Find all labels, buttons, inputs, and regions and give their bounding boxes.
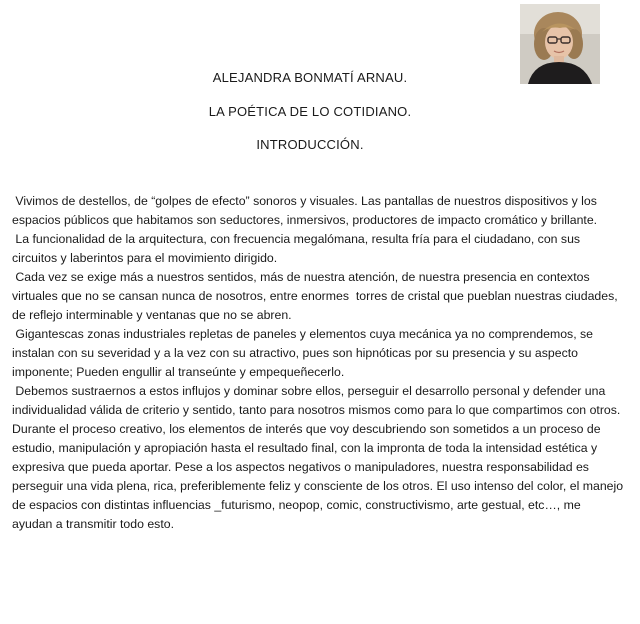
author-name: ALEJANDRA BONMATÍ ARNAU. — [212, 70, 408, 85]
paragraph: Durante el proceso creativo, los elementos de interés que voy descubriendo son sometidos a un proceso de estudio, manipulación y apropiación hasta el resultado final, con la impronta de toda la intensidad estética y expresiva que pueda aportar. Pese a los aspectos negativos o manipuladores, nuestra responsabilidad es perseguir una vida plena, rica, preferiblemente feliz y consciente de los otros. El uso intenso del color, el manejo de espacios con distintas influencias _futurismo, neopop, comic, constructivismo, arte gestual, etc…, me ayudan a transmitir todo esto. — [12, 422, 627, 531]
paragraph: Vivimos de destellos, de “golpes de efecto” sonoros y visuales. Las pantallas de nuestros dispositivos y los espacios públicos que habitamos son seductores, inmersivos, productores de impacto cromático y brillante. — [12, 194, 601, 227]
section-heading: INTRODUCCIÓN. — [256, 137, 364, 152]
paragraph: Cada vez se exige más a nuestros sentidos, más de nuestra atención, de nuestra presencia en contextos virtuales que no se cansan nunca de nosotros, entre enormes torres de cristal que pueblan nuestras ciudades, de reflejo interminable y ventanas que no se abren. — [12, 270, 622, 322]
paragraph: La funcionalidad de la arquitectura, con frecuencia megalómana, resulta fría para el ciudadano, con sus circuitos y laberintos para el movimiento dirigido. — [12, 232, 584, 265]
paragraph: Debemos sustraernos a estos influjos y dominar sobre ellos, perseguir el desarrollo personal y defender una individualidad válida de criterio y sentido, tanto para nosotros mismos como para lo que compartimos con otros. — [12, 384, 621, 417]
introduction-body — [12, 192, 627, 534]
document-title: LA POÉTICA DE LO COTIDIANO. — [208, 104, 412, 119]
paragraph: Gigantescas zonas industriales repletas de paneles y elementos cuya mecánica ya no comprendemos, se instalan con su severidad y a la vez con su atractivo, pues son hipnóticas por su presencia y su aspecto imponente; Pueden engullir al transeúnte y empequeñecerlo. — [12, 327, 597, 379]
